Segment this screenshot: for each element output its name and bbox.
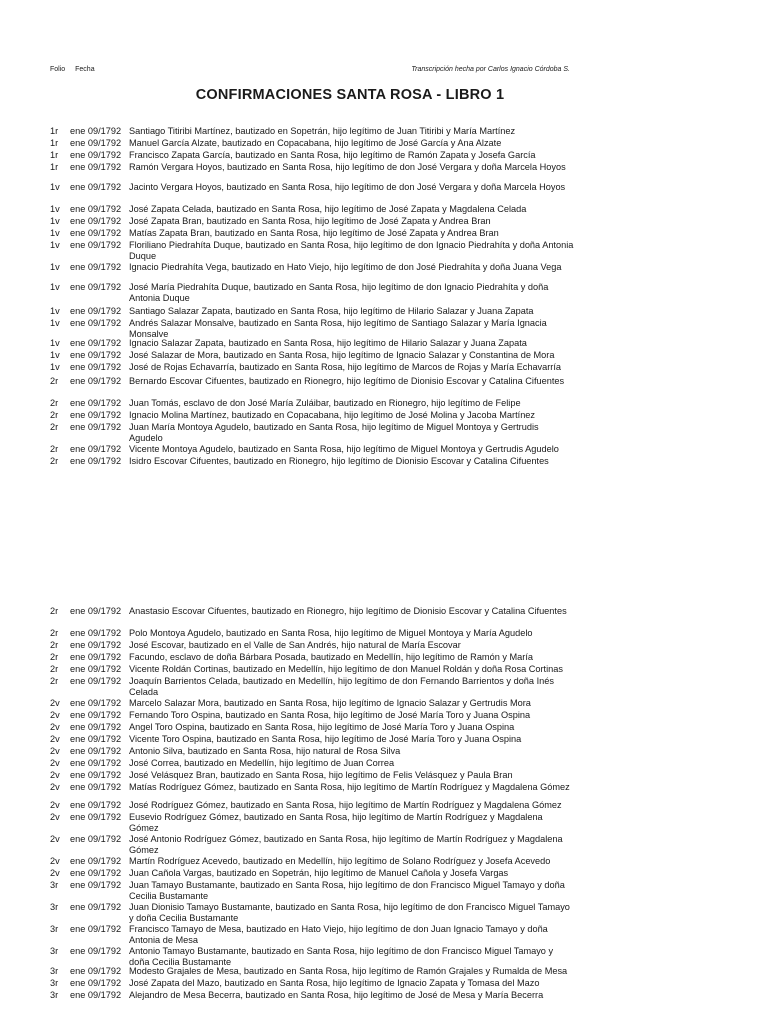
entry-folio: 3r <box>50 978 59 988</box>
entry-text: José Zapata Celada, bautizado en Santa Rosa, hijo legítimo de José Zapata y Magdalena Celada <box>129 204 527 214</box>
entry-folio: 2v <box>50 710 60 720</box>
entry-date: ene 09/1792 <box>70 800 122 810</box>
entry-text: José Rodríguez Gómez, bautizado en Santa Rosa, hijo legítimo de Martín Rodríguez y Magdalena Gómez <box>129 800 562 810</box>
entry-date: ene 09/1792 <box>70 902 122 912</box>
entry-date: ene 09/1792 <box>70 812 122 822</box>
entry-text: Matías Zapata Bran, bautizado en Santa Rosa, hijo legítimo de José Zapata y Andrea Bran <box>129 228 499 238</box>
entry-folio: 2r <box>50 606 59 616</box>
entry-date: ene 09/1792 <box>70 782 122 792</box>
entry-date: ene 09/1792 <box>70 240 122 250</box>
entry-text: Juan Tamayo Bustamante, bautizado en Santa Rosa, hijo legítimo de don Francisco Miguel Tamayo y doña Cecilia Bustamante <box>129 880 565 901</box>
entry-folio: 1v <box>50 182 60 192</box>
entry-text: Santiago Salazar Zapata, bautizado en Santa Rosa, hijo legítimo de Hilario Salazar y Juana Zapata <box>129 306 534 316</box>
entry-text: Andrés Salazar Monsalve, bautizado en Santa Rosa, hijo legítimo de Santiago Salazar y María Ignacia Monsalve <box>129 318 547 339</box>
entry-date: ene 09/1792 <box>70 868 122 878</box>
entry-date: ene 09/1792 <box>70 628 122 638</box>
entry-date: ene 09/1792 <box>70 422 122 432</box>
entry-date: ene 09/1792 <box>70 722 122 732</box>
entry-date: ene 09/1792 <box>70 880 122 890</box>
entry-text: Antonio Tamayo Bustamante, bautizado en Santa Rosa, hijo legítimo de don Francisco Miguel Tamayo y doña Cecilia Bustamante <box>129 946 554 967</box>
entry-folio: 1r <box>50 126 59 136</box>
entry-folio: 2r <box>50 376 59 386</box>
entry-text: Jacinto Vergara Hoyos, bautizado en Santa Rosa, hijo legítimo de don José Vergara y doña Marcela Hoyos <box>129 182 566 192</box>
entry-text: José de Rojas Echavarría, bautizado en Santa Rosa, hijo legítimo de Marcos de Rojas y María Echavarría <box>129 362 562 372</box>
entry-folio: 3r <box>50 966 59 976</box>
entry-date: ene 09/1792 <box>70 946 122 956</box>
entry-text: Vicente Roldán Cortinas, bautizado en Medellín, hijo legítimo de don Manuel Roldán y doña Rosa Cortinas <box>129 664 563 674</box>
entry-folio: 2v <box>50 834 60 844</box>
entry-folio: 2r <box>50 422 59 432</box>
fecha-column-header: Fecha <box>75 66 95 73</box>
entry-folio: 2v <box>50 746 60 756</box>
entry-date: ene 09/1792 <box>70 834 122 844</box>
entry-folio: 2v <box>50 722 60 732</box>
entry-folio: 3r <box>50 946 59 956</box>
entry-folio: 2r <box>50 410 59 420</box>
entry-date: ene 09/1792 <box>70 664 122 674</box>
entry-folio: 2v <box>50 770 60 780</box>
entry-folio: 1v <box>50 318 60 328</box>
entry-folio: 2r <box>50 456 59 466</box>
entry-text: Ramón Vergara Hoyos, bautizado en Santa Rosa, hijo legítimo de don José Vergara y doña Marcela Hoyos <box>129 162 566 172</box>
entry-text: José Zapata Bran, bautizado en Santa Rosa, hijo legítimo de José Zapata y Andrea Bran <box>129 216 491 226</box>
entry-folio: 1v <box>50 338 60 348</box>
folio-column-header: Folio <box>50 66 66 73</box>
entry-text: Juan Dionisio Tamayo Bustamante, bautizado en Santa Rosa, hijo legítimo de don Francisco Miguel Tamayo y doña Cecilia Bustamante <box>129 902 570 923</box>
entry-folio: 2r <box>50 628 59 638</box>
entry-text: Modesto Grajales de Mesa, bautizado en Santa Rosa, hijo legítimo de Ramón Grajales y Rumalda de Mesa <box>129 966 568 976</box>
entry-text: Floriliano Piedrahíta Duque, bautizado en Santa Rosa, hijo legítimo de don Ignacio Piedrahíta y doña Antonia Duque <box>129 240 574 261</box>
entry-text: Isidro Escovar Cifuentes, bautizado en Rionegro, hijo legítimo de Dionisio Escovar y Catalina Cifuentes <box>129 456 549 466</box>
entry-folio: 2v <box>50 856 60 866</box>
entry-date: ene 09/1792 <box>70 770 122 780</box>
entry-date: ene 09/1792 <box>70 138 122 148</box>
entry-date: ene 09/1792 <box>70 710 122 720</box>
entry-text: José Salazar de Mora, bautizado en Santa Rosa, hijo legítimo de Ignacio Salazar y Constantina de Mora <box>129 350 555 360</box>
entry-date: ene 09/1792 <box>70 676 122 686</box>
entry-text: Joaquín Barrientos Celada, bautizado en Medellín, hijo legítimo de don Fernando Barrientos y doña Inés Celada <box>129 676 554 697</box>
entry-folio: 2v <box>50 800 60 810</box>
entry-text: Bernardo Escovar Cifuentes, bautizado en Rionegro, hijo legítimo de Dionisio Escovar y Catalina Cifuentes <box>129 376 565 386</box>
entry-text: Martín Rodríguez Acevedo, bautizado en Medellín, hijo legítimo de Solano Rodríguez y Josefa Acevedo <box>129 856 551 866</box>
entry-date: ene 09/1792 <box>70 606 122 616</box>
entry-text: Ignacio Molina Martínez, bautizado en Copacabana, hijo legítimo de José Molina y Jacoba Martínez <box>129 410 536 420</box>
entry-folio: 1v <box>50 282 60 292</box>
entry-folio: 1v <box>50 350 60 360</box>
entry-date: ene 09/1792 <box>70 398 122 408</box>
entry-date: ene 09/1792 <box>70 318 122 328</box>
entry-text: Juan Tomás, esclavo de don José María Zuláibar, bautizado en Rionegro, hijo legítimo de Felipe <box>129 398 521 408</box>
entry-text: Antonio Silva, bautizado en Santa Rosa, hijo natural de Rosa Silva <box>129 746 401 756</box>
entry-text: Polo Montoya Agudelo, bautizado en Santa Rosa, hijo legítimo de Miguel Montoya y María Agudelo <box>129 628 533 638</box>
entry-folio: 1r <box>50 162 59 172</box>
entry-date: ene 09/1792 <box>70 228 122 238</box>
entry-date: ene 09/1792 <box>70 698 122 708</box>
transcription-credit: Transcripción hecha por Carlos Ignacio Córdoba S. <box>411 66 570 73</box>
entry-text: Fernando Toro Ospina, bautizado en Santa Rosa, hijo legítimo de José María Toro y Juana Ospina <box>129 710 531 720</box>
entry-date: ene 09/1792 <box>70 216 122 226</box>
entry-date: ene 09/1792 <box>70 338 122 348</box>
entry-text: José Zapata del Mazo, bautizado en Santa Rosa, hijo legítimo de Ignacio Zapata y Tomasa del Mazo <box>129 978 540 988</box>
entry-text: Eusevio Rodríguez Gómez, bautizado en Santa Rosa, hijo legítimo de Martín Rodríguez y Magdalena Gómez <box>129 812 543 833</box>
entry-folio: 2v <box>50 734 60 744</box>
entry-date: ene 09/1792 <box>70 162 122 172</box>
entry-folio: 3r <box>50 880 59 890</box>
entry-text: Angel Toro Ospina, bautizado en Santa Rosa, hijo legítimo de José María Toro y Juana Ospina <box>129 722 515 732</box>
entry-date: ene 09/1792 <box>70 734 122 744</box>
entry-folio: 2v <box>50 868 60 878</box>
entry-text: Francisco Tamayo de Mesa, bautizado en Hato Viejo, hijo legítimo de don Juan Ignacio Tamayo y doña Antonia de Mesa <box>129 924 548 945</box>
entry-text: Alejandro de Mesa Becerra, bautizado en Santa Rosa, hijo legítimo de José de Mesa y María Becerra <box>129 990 544 1000</box>
entry-text: José Velásquez Bran, bautizado en Santa Rosa, hijo legítimo de Felis Velásquez y Paula Bran <box>129 770 513 780</box>
entry-text: José María Piedrahíta Duque, bautizado en Santa Rosa, hijo legítimo de don Ignacio Piedrahíta y doña Antonia Duque <box>129 282 549 303</box>
entry-folio: 1v <box>50 204 60 214</box>
entry-folio: 2r <box>50 640 59 650</box>
entry-text: Vicente Montoya Agudelo, bautizado en Santa Rosa, hijo legítimo de Miguel Montoya y Gertrudis Agudelo <box>129 444 559 454</box>
entry-date: ene 09/1792 <box>70 444 122 454</box>
entry-date: ene 09/1792 <box>70 350 122 360</box>
entry-text: Facundo, esclavo de doña Bárbara Posada, bautizado en Medellín, hijo legítimo de Ramón y María <box>129 652 533 662</box>
entry-text: Santiago Titiribi Martínez, bautizado en Sopetrán, hijo legítimo de Juan Titiribi y María Martínez <box>129 126 516 136</box>
entry-text: José Escovar, bautizado en el Valle de San Andrés, hijo natural de María Escovar <box>129 640 461 650</box>
entry-date: ene 09/1792 <box>70 652 122 662</box>
document-title: CONFIRMACIONES SANTA ROSA - LIBRO 1 <box>195 87 505 103</box>
entry-folio: 2r <box>50 652 59 662</box>
entry-date: ene 09/1792 <box>70 306 122 316</box>
entry-date: ene 09/1792 <box>70 126 122 136</box>
entry-folio: 1v <box>50 362 60 372</box>
entry-date: ene 09/1792 <box>70 456 122 466</box>
entry-folio: 3r <box>50 902 59 912</box>
entry-folio: 1r <box>50 138 59 148</box>
entry-date: ene 09/1792 <box>70 262 122 272</box>
entry-text: Anastasio Escovar Cifuentes, bautizado en Rionegro, hijo legítimo de Dionisio Escovar y Catalina Cifuentes <box>129 606 567 616</box>
entry-date: ene 09/1792 <box>70 978 122 988</box>
entry-text: Marcelo Salazar Mora, bautizado en Santa Rosa, hijo legítimo de Ignacio Salazar y Gertrudis Mora <box>129 698 531 708</box>
entry-text: Ignacio Piedrahíta Vega, bautizado en Hato Viejo, hijo legítimo de don José Piedrahíta y doña Juana Vega <box>129 262 562 272</box>
entry-date: ene 09/1792 <box>70 990 122 1000</box>
column-headers <box>50 66 103 73</box>
entry-date: ene 09/1792 <box>70 204 122 214</box>
entry-date: ene 09/1792 <box>70 758 122 768</box>
entry-folio: 2r <box>50 398 59 408</box>
entry-folio: 1v <box>50 216 60 226</box>
entry-text: José Antonio Rodríguez Gómez, bautizado en Santa Rosa, hijo legítimo de Martín Rodríguez y Magdalena Gómez <box>129 834 563 855</box>
entry-date: ene 09/1792 <box>70 746 122 756</box>
entry-date: ene 09/1792 <box>70 182 122 192</box>
entry-folio: 2r <box>50 676 59 686</box>
entry-folio: 3r <box>50 990 59 1000</box>
entry-text: Manuel García Alzate, bautizado en Copacabana, hijo legítimo de José García y Ana Alzate <box>129 138 502 148</box>
entry-text: Ignacio Salazar Zapata, bautizado en Santa Rosa, hijo legítimo de Hilario Salazar y Juana Zapata <box>129 338 527 348</box>
entry-text: Juan Cañola Vargas, bautizado en Sopetrán, hijo legítimo de Manuel Cañola y Josefa Vargas <box>129 868 509 878</box>
entry-folio: 1v <box>50 262 60 272</box>
entry-text: Vicente Toro Ospina, bautizado en Santa Rosa, hijo legítimo de José María Toro y Juana Ospina <box>129 734 522 744</box>
entry-folio: 2v <box>50 698 60 708</box>
entry-folio: 2r <box>50 664 59 674</box>
entry-folio: 1v <box>50 240 60 250</box>
entry-folio: 3r <box>50 924 59 934</box>
entry-folio: 2v <box>50 758 60 768</box>
entry-folio: 2r <box>50 444 59 454</box>
entry-date: ene 09/1792 <box>70 924 122 934</box>
entry-date: ene 09/1792 <box>70 362 122 372</box>
entry-text: José Correa, bautizado en Medellín, hijo legítimo de Juan Correa <box>129 758 395 768</box>
entry-text: Matías Rodríguez Gómez, bautizado en Santa Rosa, hijo legítimo de Martín Rodríguez y Magdalena Gómez <box>129 782 570 792</box>
entry-text: Juan María Montoya Agudelo, bautizado en Santa Rosa, hijo legítimo de Miguel Montoya y Gertrudis Agudelo <box>129 422 539 443</box>
entry-folio: 2v <box>50 782 60 792</box>
entry-date: ene 09/1792 <box>70 150 122 160</box>
entry-date: ene 09/1792 <box>70 376 122 386</box>
entry-folio: 1v <box>50 228 60 238</box>
entry-folio: 1r <box>50 150 59 160</box>
entry-date: ene 09/1792 <box>70 282 122 292</box>
entry-date: ene 09/1792 <box>70 640 122 650</box>
entry-date: ene 09/1792 <box>70 410 122 420</box>
entry-date: ene 09/1792 <box>70 856 122 866</box>
entry-date: ene 09/1792 <box>70 966 122 976</box>
entry-folio: 2v <box>50 812 60 822</box>
entry-text: Francisco Zapata García, bautizado en Santa Rosa, hijo legítimo de Ramón Zapata y Josefa García <box>129 150 536 160</box>
entry-folio: 1v <box>50 306 60 316</box>
